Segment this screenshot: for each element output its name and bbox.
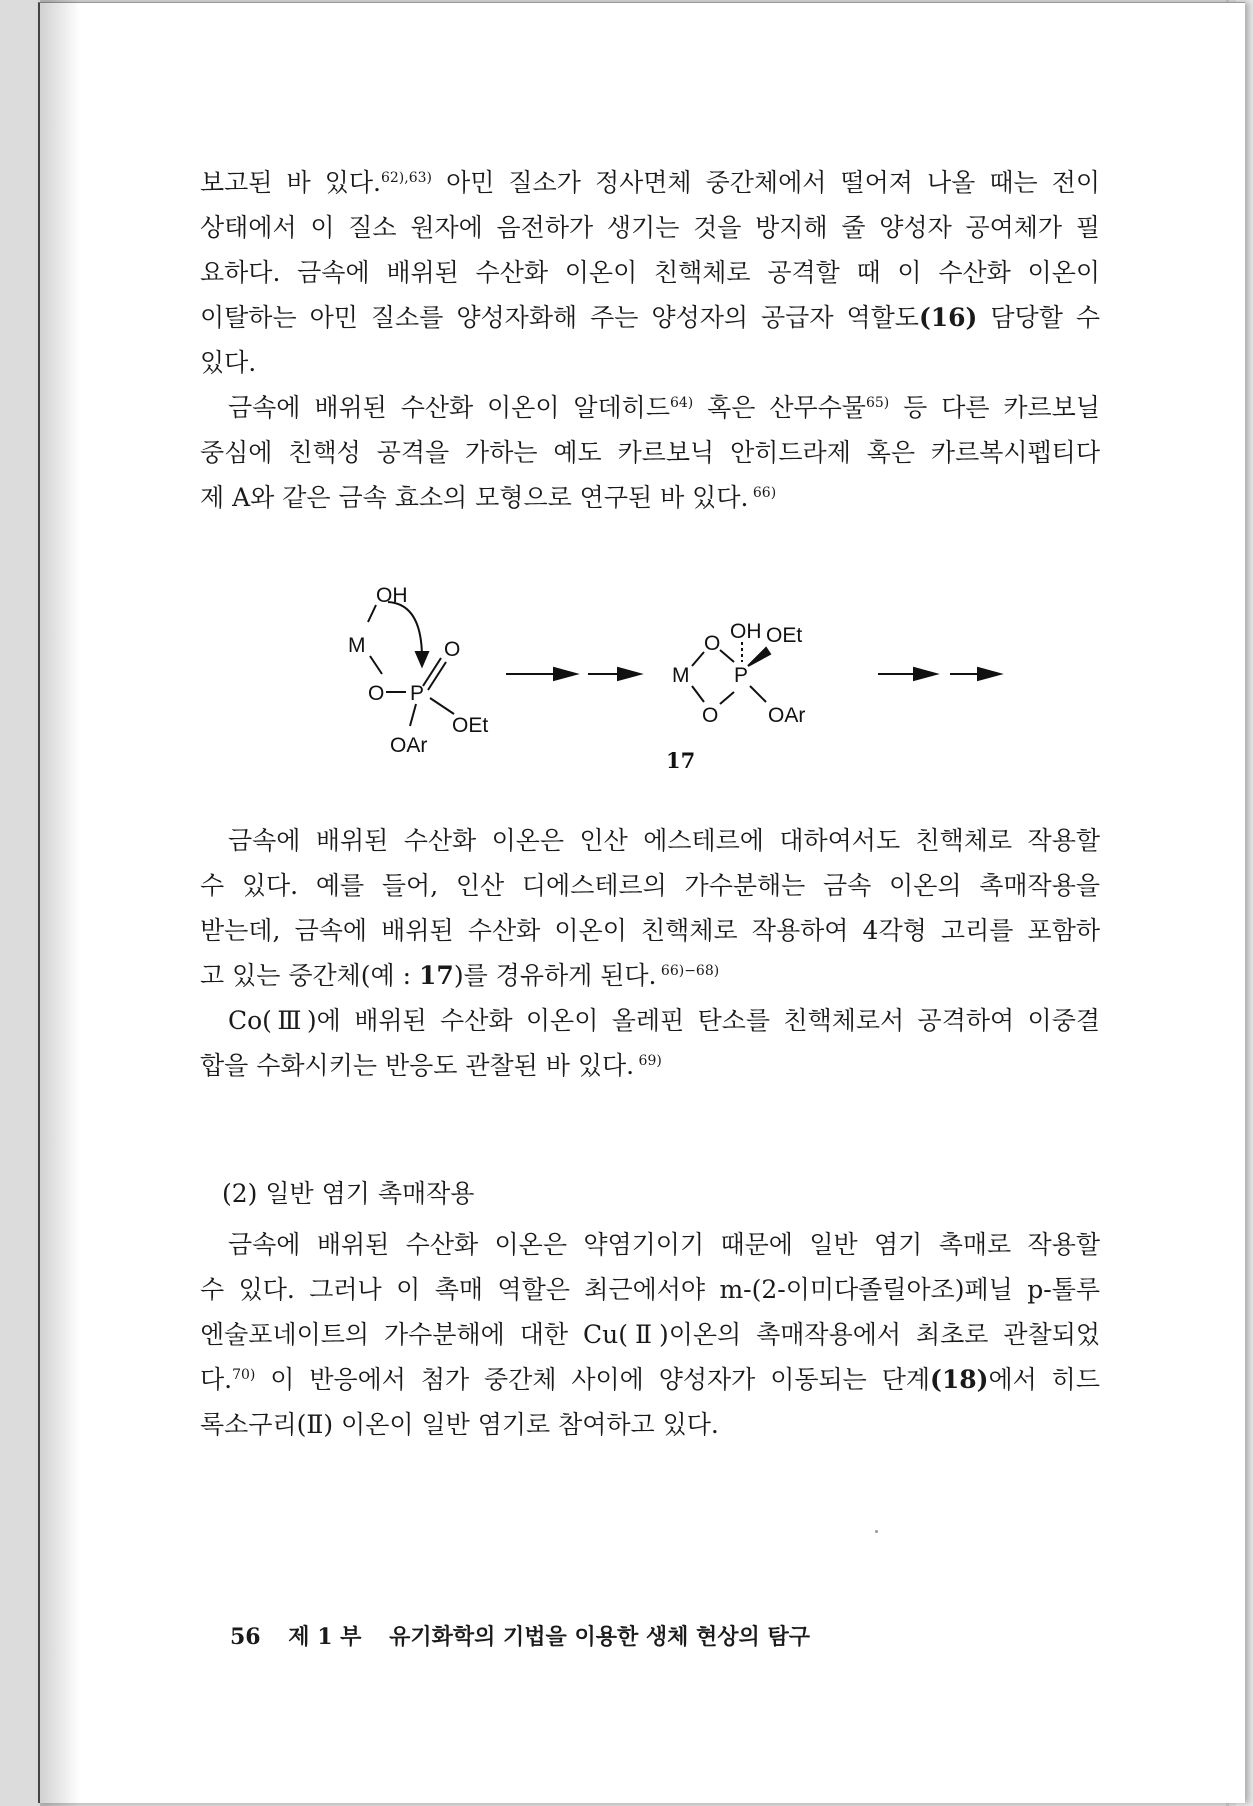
text-line bbox=[200, 1357, 1100, 1402]
text-line: 요하다. 금속에 배위된 수산화 이온이 친핵체로 공격할 때 이 수산화 이온이 bbox=[200, 258, 1100, 287]
arrow-head bbox=[618, 668, 640, 680]
paragraph-1 bbox=[200, 160, 1100, 385]
text-line: 수 있다. 예를 들어, 인산 디에스테르의 가수분해는 금속 이온의 촉매작용을 bbox=[200, 871, 1100, 900]
atom-label: M bbox=[348, 634, 366, 657]
text-span: 고 있는 중간체(예 : bbox=[200, 961, 420, 990]
section-heading: (2) 일반 염기 촉매작용 bbox=[222, 1179, 475, 1208]
text-span: 이 반응에서 첨가 중간체 사이에 양성자가 이동되는 단계 bbox=[255, 1365, 931, 1394]
arrow-head bbox=[416, 652, 428, 666]
atom-label: OH bbox=[730, 620, 762, 643]
atom-label: OEt bbox=[452, 714, 489, 737]
atom-label: OAr bbox=[390, 734, 428, 757]
arrow-head bbox=[914, 668, 936, 680]
bond bbox=[692, 652, 704, 666]
page-gutter-shadow bbox=[40, 0, 80, 1806]
text-span: 에서 히드 bbox=[988, 1365, 1100, 1394]
compound-label: 17 bbox=[666, 748, 696, 773]
book-title: 유기화학의 기법을 이용한 생체 현상의 탐구 bbox=[389, 1624, 810, 1650]
footnote-ref: 66)−68) bbox=[656, 963, 720, 979]
bond bbox=[720, 650, 734, 662]
paragraph-3 bbox=[200, 818, 1100, 998]
atom-label: O bbox=[368, 682, 385, 705]
arrow-head bbox=[978, 668, 1000, 680]
text-span: 이탈하는 아민 질소를 양성자화해 주는 양성자의 공급자 역할도 bbox=[200, 303, 919, 332]
atom-label: O bbox=[704, 632, 721, 655]
text-line bbox=[200, 295, 1100, 340]
atom-label: OAr bbox=[768, 704, 806, 727]
text-span: 보고된 바 있다. bbox=[200, 168, 381, 197]
bond bbox=[370, 656, 382, 674]
text-line bbox=[200, 385, 1100, 430]
footnote-ref: 69) bbox=[634, 1053, 662, 1069]
text-line: 엔술포네이트의 가수분해에 대한 Cu(Ⅱ)이온의 촉매작용에서 최초로 관찰되었 bbox=[200, 1320, 1100, 1349]
text-line: 상태에서 이 질소 원자에 음전하가 생기는 것을 방지해 줄 양성자 공여체가 필 bbox=[200, 213, 1100, 242]
text-span: 합을 수화시키는 반응도 관찰된 바 있다. bbox=[200, 1051, 635, 1080]
page-body-section bbox=[200, 1222, 1100, 1447]
reaction-arrows bbox=[878, 668, 1000, 680]
page-body bbox=[200, 160, 1100, 520]
text-line: 수 있다. 그러나 이 촉매 역할은 최근에서야 m-(2-이미다졸릴아조)페닐 p-톨루 bbox=[200, 1275, 1100, 1304]
wedge-bond bbox=[748, 648, 770, 666]
text-span: 담당할 수 bbox=[977, 303, 1100, 332]
arrow-head bbox=[554, 668, 576, 680]
reaction-scheme bbox=[330, 580, 1030, 780]
page-footer bbox=[230, 1620, 830, 1651]
compound-ref: 17 bbox=[419, 961, 454, 990]
page-number: 56 bbox=[230, 1624, 261, 1650]
footnote-ref: 70) bbox=[232, 1367, 256, 1383]
bond bbox=[423, 658, 441, 686]
page-body-lower bbox=[200, 818, 1100, 1088]
bond bbox=[430, 698, 454, 714]
text-line: 있다. bbox=[200, 348, 257, 377]
text-line: Co(Ⅲ)에 배위된 수산화 이온이 올레핀 탄소를 친핵체로서 공격하여 이중결 bbox=[228, 1006, 1100, 1035]
text-line bbox=[200, 160, 1100, 205]
text-span: 등 다른 카르보닐 bbox=[889, 393, 1100, 422]
text-line bbox=[200, 953, 1100, 998]
curved-arrow bbox=[388, 602, 422, 658]
atom-label: P bbox=[410, 682, 425, 705]
text-line bbox=[200, 1043, 1100, 1088]
footnote-ref: 62),63) bbox=[380, 170, 432, 186]
atom-label: OH bbox=[376, 584, 408, 607]
text-line: 받는데, 금속에 배위된 수산화 이온이 친핵체로 작용하여 4각형 고리를 포함하 bbox=[200, 916, 1100, 945]
bond bbox=[410, 704, 416, 726]
text-span: )를 경유하게 된다. bbox=[453, 961, 657, 990]
atom-label: P bbox=[734, 664, 749, 687]
text-line: 록소구리(Ⅱ) 이온이 일반 염기로 참여하고 있다. bbox=[200, 1410, 719, 1439]
text-line bbox=[200, 475, 1100, 520]
text-span: 혹은 산무수물 bbox=[693, 393, 866, 422]
text-span: 아민 질소가 정사면체 중간체에서 떨어져 나올 때는 전이 bbox=[432, 168, 1100, 197]
compound-ref: (18) bbox=[930, 1365, 989, 1394]
atom-label: M bbox=[672, 664, 690, 687]
text-span: 금속에 배위된 수산화 이온이 알데히드 bbox=[228, 393, 670, 422]
bond bbox=[428, 662, 446, 690]
footnote-ref: 66) bbox=[748, 485, 777, 501]
compound-ref: (16) bbox=[918, 303, 978, 332]
atom-label: O bbox=[444, 638, 461, 661]
atom-label: OEt bbox=[766, 624, 803, 647]
reaction-arrows bbox=[506, 668, 640, 680]
text-span: 제 A와 같은 금속 효소의 모형으로 연구된 바 있다. bbox=[200, 483, 749, 512]
part-label: 제 1 부 bbox=[288, 1624, 362, 1650]
footnote-ref: 64) bbox=[669, 395, 694, 411]
footnote-ref: 65) bbox=[865, 395, 890, 411]
paragraph-4 bbox=[200, 998, 1100, 1088]
reactant-structure bbox=[368, 602, 454, 726]
paragraph-5 bbox=[200, 1222, 1100, 1447]
text-line: 금속에 배위된 수산화 이온은 약염기이기 때문에 일반 염기 촉매로 작용할 bbox=[228, 1230, 1100, 1259]
speck bbox=[875, 1530, 878, 1533]
bond bbox=[750, 686, 766, 702]
text-line: 중심에 친핵성 공격을 가하는 예도 카르보닉 안히드라제 혹은 카르복시펩티다 bbox=[200, 438, 1100, 467]
bond bbox=[720, 692, 734, 704]
bond bbox=[368, 605, 376, 622]
text-line: 금속에 배위된 수산화 이온은 인산 에스테르에 대하여서도 친핵체로 작용할 bbox=[228, 826, 1100, 855]
bond bbox=[692, 686, 704, 702]
atom-label: O bbox=[702, 704, 719, 727]
paragraph-2 bbox=[200, 385, 1100, 520]
text-span: 다. bbox=[200, 1365, 233, 1394]
